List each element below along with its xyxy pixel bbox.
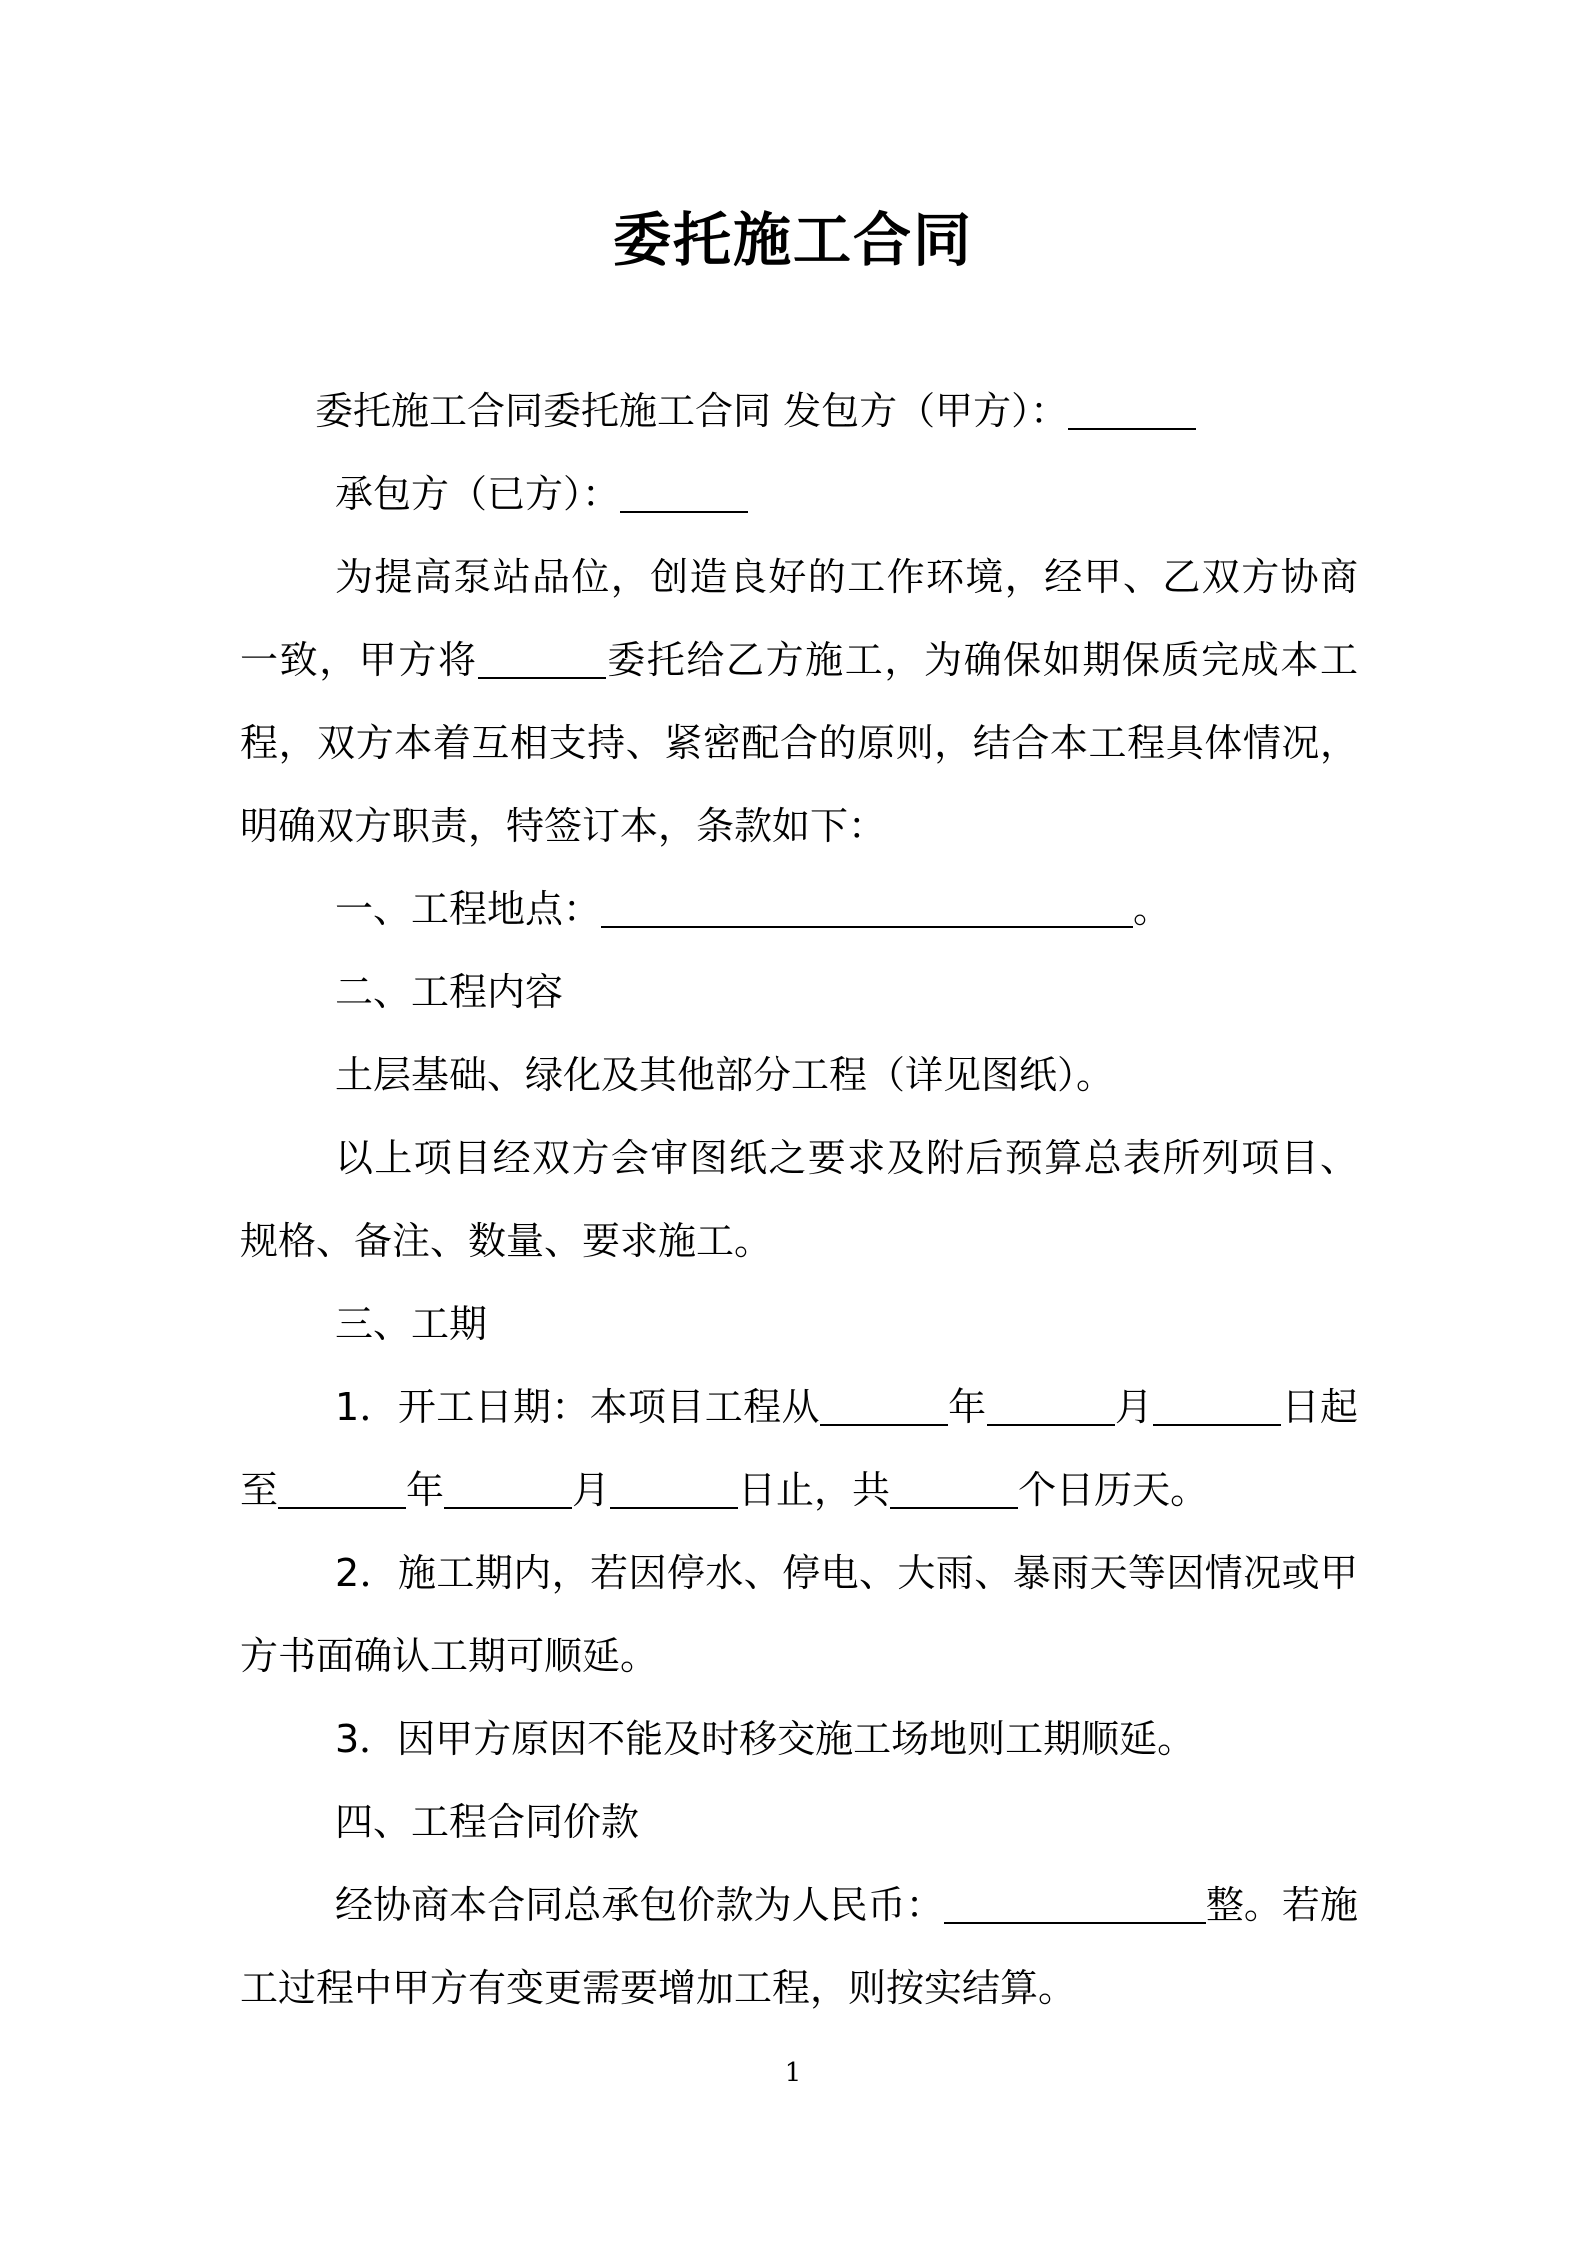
- text: 日起至: [240, 1385, 1358, 1512]
- paragraph-start-date: [240, 1366, 1358, 1532]
- paragraph-location: [240, 868, 1358, 951]
- document-body: [240, 370, 1358, 2030]
- text: 。: [1133, 887, 1172, 931]
- text: 委托给乙方施工，为确保如期保质完成本工程，双方本着互相支持、紧密配合的原则，结合本工程具体情况，明确双方职责，特签订本，条款如下：: [240, 638, 1358, 848]
- page-number: 1: [784, 2058, 802, 2088]
- blank-line: [944, 1884, 1206, 1924]
- paragraph-extension: 2．施工期内，若因停水、停电、大雨、暴雨天等因情况或甲方书面确认工期可顺延。: [240, 1551, 1358, 1678]
- text: 为提高泵站品位，创造良好的工作环境，经甲、乙双方协商一致，甲方将: [240, 555, 1358, 682]
- text: 承包方（已方）：: [335, 472, 621, 516]
- text: 月: [572, 1468, 611, 1512]
- blank-line: [610, 1469, 738, 1509]
- blank-line: [620, 473, 748, 513]
- paragraph-delay: 3．因甲方原因不能及时移交施工场地则工期顺延。: [335, 1717, 1196, 1761]
- text: 月: [1114, 1385, 1154, 1429]
- blank-line: [820, 1386, 948, 1426]
- text: 年: [406, 1468, 445, 1512]
- text: 个日历天。: [1018, 1468, 1209, 1512]
- text: 一、工程地点：: [335, 887, 602, 931]
- blank-line: [444, 1469, 572, 1509]
- text: 经协商本合同总承包价款为人民币：: [335, 1883, 944, 1927]
- paragraph-parties-contractor: [240, 453, 1358, 536]
- paragraph-content-detail: 以上项目经双方会审图纸之要求及附后预算总表所列项目、规格、备注、数量、要求施工。: [240, 1136, 1358, 1263]
- section-heading: 四、工程合同价款: [335, 1800, 640, 1844]
- blank-line: [601, 888, 1133, 928]
- text: 整。若施工过程中甲方有变更需要增加工程，则按实结算。: [240, 1883, 1358, 2010]
- blank-line: [278, 1469, 406, 1509]
- text: 年: [947, 1385, 987, 1429]
- paragraph-parties-employer: [240, 370, 1358, 453]
- section-heading: 二、工程内容: [335, 970, 564, 1014]
- paragraph-content: 土层基础、绿化及其他部分工程（详见图纸）。: [335, 1053, 1115, 1097]
- page-title: 委托施工合同: [612, 206, 973, 274]
- paragraph-preamble: [240, 536, 1358, 868]
- blank-line: [890, 1469, 1018, 1509]
- blank-line: [987, 1386, 1115, 1426]
- text: 委托施工合同委托施工合同 发包方（甲方）：: [315, 389, 1069, 433]
- paragraph-price: [240, 1864, 1358, 2030]
- blank-line: [1153, 1386, 1281, 1426]
- text: 日止，共: [738, 1468, 891, 1512]
- blank-line: [1068, 390, 1196, 430]
- blank-line: [478, 639, 606, 679]
- text: 1．开工日期：本项目工程从: [335, 1385, 820, 1429]
- section-heading: 三、工期: [335, 1302, 488, 1346]
